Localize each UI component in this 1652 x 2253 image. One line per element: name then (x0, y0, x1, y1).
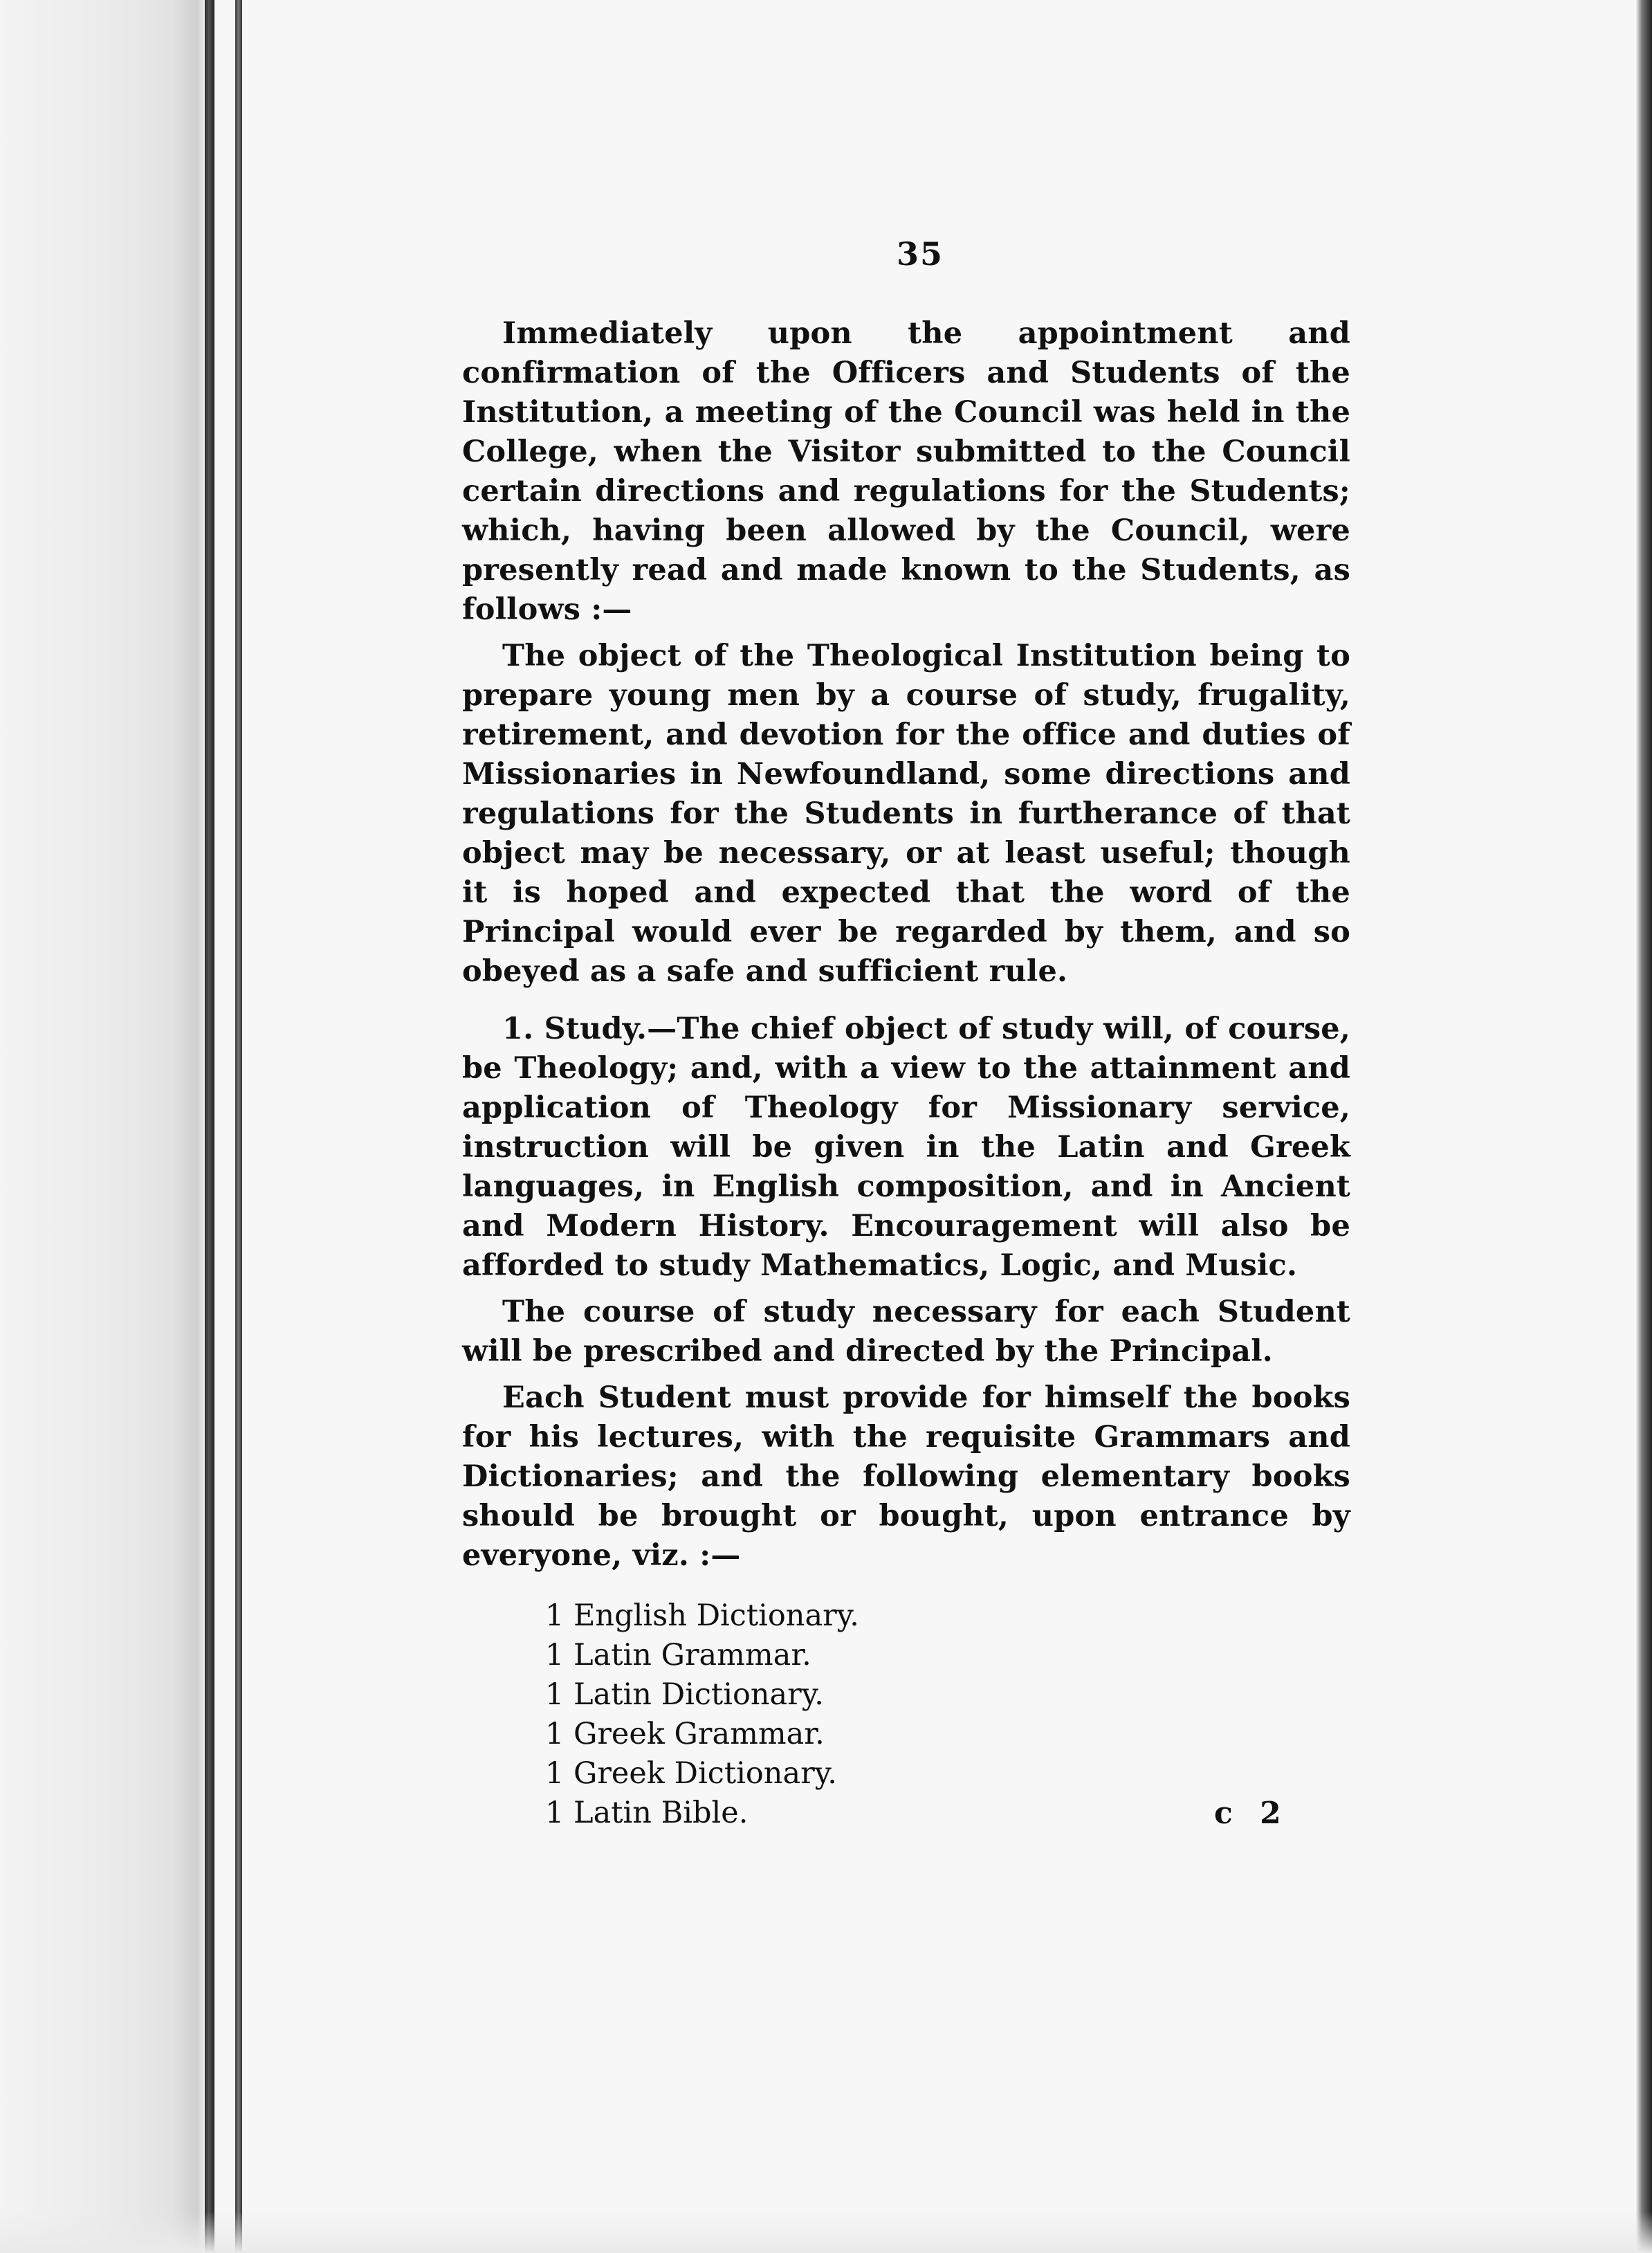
signature-mark: c 2 (1214, 1796, 1290, 1831)
paragraph-books: Each Student must provide for himself the books for his lectures, with the requisite Grammars and Dictionaries; and the following elementary books should be brought or bought, upon entrance by everyone, viz. :— (462, 1380, 1350, 1573)
page-text (462, 235, 1350, 1833)
paragraph-course: The course of study necessary for each Student will be prescribed and directed by the Principal. (462, 1295, 1350, 1369)
paragraph-study: 1. Study.—The chief object of study will, of course, be Theology; and, with a view to the attainment and application of Theology for Missionary service, instruction will be given in the Latin and Greek languages, in English composition, and in Ancient and Modern History. Encouragement will also be afforded to study Mathematics, Logic, and Music. (462, 1012, 1350, 1283)
paragraph-council-meeting: Immediately upon the appointment and confirmation of the Officers and Students of the Institution, a meeting of the Council was held in the College, when the Visitor submitted to the Council certain directions and regulations for the Students; which, having been allowed by the Council, were presently read and made known to the Students, as follows :— (462, 316, 1350, 627)
list-item: 1 Latin Dictionary. (545, 1677, 824, 1712)
list-item: 1 English Dictionary. (545, 1598, 859, 1633)
binding-edge (205, 0, 214, 2253)
binding-edge-inner (235, 0, 242, 2253)
paragraph-object: The object of the Theological Institution being to prepare young men by a course of study, frugality, retirement, and devotion for the office and duties of Missionaries in Newfoundland, some directions and regulations for the Students in furtherance of that object may be necessary, or at least useful; though it is hoped and expected that the word of the Principal would ever be regarded by them, and so obeyed as a safe and sufficient rule. (462, 639, 1350, 989)
binding-shadow (0, 0, 208, 2253)
list-item: 1 Latin Bible. (545, 1796, 749, 1830)
list-item: 1 Greek Grammar. (545, 1717, 825, 1751)
page-edge (1635, 0, 1652, 2253)
page-number: 35 (896, 235, 944, 273)
page-bottom-shade (0, 2211, 1652, 2253)
list-item: 1 Greek Dictionary. (545, 1756, 837, 1791)
list-item: 1 Latin Grammar. (545, 1638, 811, 1672)
